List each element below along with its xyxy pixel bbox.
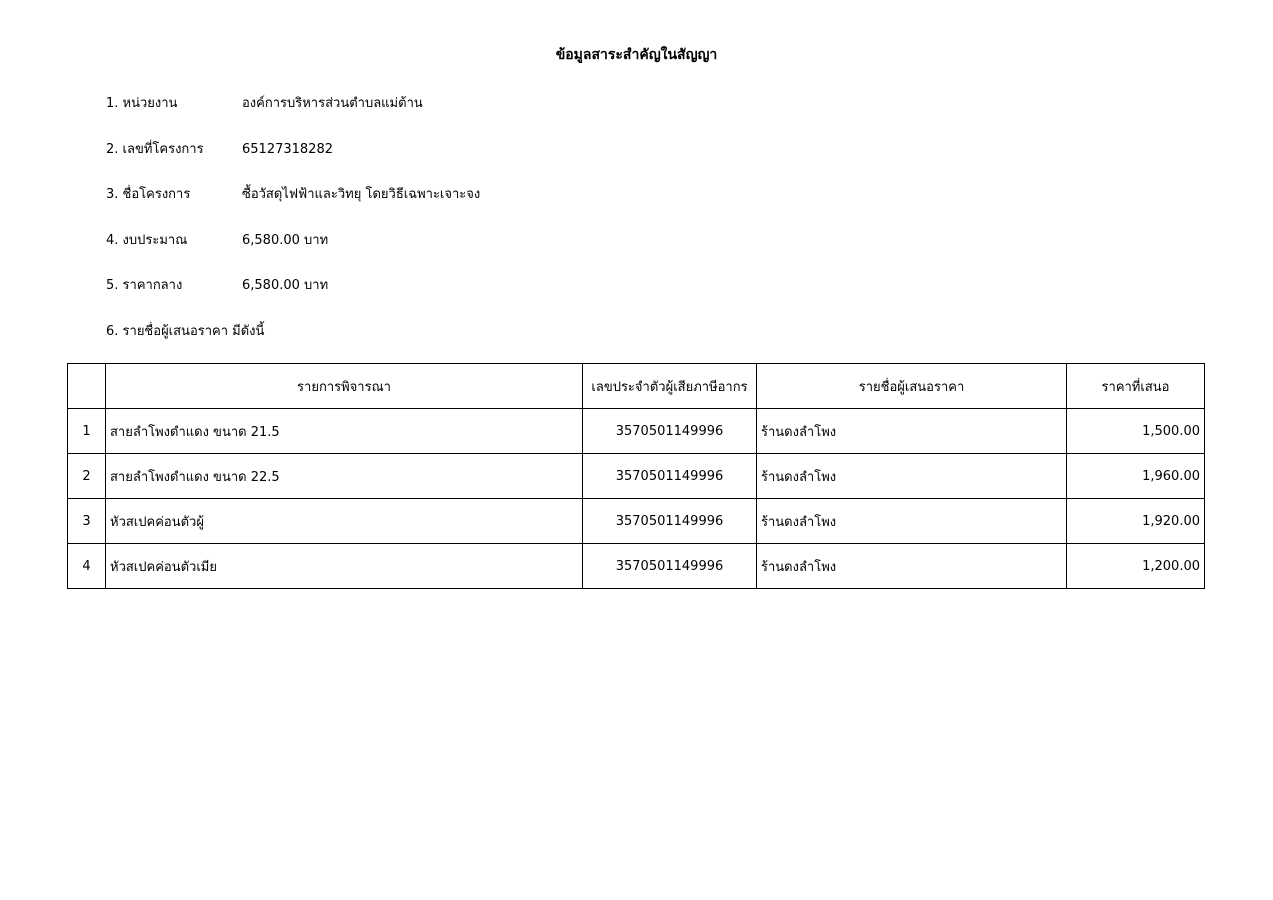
field-label: 1. หน่วยงาน [106, 96, 178, 111]
header-price: ราคาที่เสนอ [1067, 364, 1205, 409]
field-project-name [106, 184, 480, 206]
field-label: 4. งบประมาณ [106, 233, 188, 248]
table-header-row [68, 364, 1205, 409]
bidders-table [67, 363, 1205, 589]
row-item: สายลำโพงดำแดง ขนาด 21.5 [106, 409, 583, 454]
field-value: 6,580.00 บาท [242, 233, 329, 248]
header-bidder: รายชื่อผู้เสนอราคา [757, 364, 1067, 409]
header-number [68, 364, 106, 409]
row-tax-id: 3570501149996 [583, 454, 757, 499]
row-tax-id: 3570501149996 [583, 499, 757, 544]
field-value: ซื้อวัสดุไฟฟ้าและวิทยุ โดยวิธีเฉพาะเจาะจง [242, 187, 481, 202]
field-label: 5. ราคากลาง [106, 278, 183, 293]
row-item: หัวสเปคค่อนตัวผู้ [106, 499, 583, 544]
row-price: 1,920.00 [1067, 499, 1205, 544]
row-price: 1,960.00 [1067, 454, 1205, 499]
row-tax-id: 3570501149996 [583, 544, 757, 589]
table-row [68, 409, 1205, 454]
row-number: 2 [68, 454, 106, 499]
field-label: 3. ชื่อโครงการ [106, 187, 191, 202]
table-row [68, 454, 1205, 499]
field-budget [106, 230, 328, 252]
row-item: หัวสเปคค่อนตัวเมีย [106, 544, 583, 589]
document-title: ข้อมูลสาระสำคัญในสัญญา [555, 47, 718, 63]
field-reference-price [106, 275, 328, 297]
field-value: 65127318282 [242, 142, 333, 157]
row-number: 4 [68, 544, 106, 589]
row-price: 1,500.00 [1067, 409, 1205, 454]
field-label: 6. รายชื่อผู้เสนอราคา มีดังนี้ [106, 324, 265, 339]
row-bidder: ร้านดงลำโพง [757, 454, 1067, 499]
field-agency [106, 93, 423, 115]
field-project-number [106, 139, 333, 161]
header-item: รายการพิจารณา [106, 364, 583, 409]
row-bidder: ร้านดงลำโพง [757, 544, 1067, 589]
row-bidder: ร้านดงลำโพง [757, 409, 1067, 454]
table-row [68, 544, 1205, 589]
row-number: 3 [68, 499, 106, 544]
field-label: 2. เลขที่โครงการ [106, 142, 204, 157]
field-bidders-heading [106, 321, 264, 343]
row-price: 1,200.00 [1067, 544, 1205, 589]
field-value: 6,580.00 บาท [242, 278, 329, 293]
table-row [68, 499, 1205, 544]
row-bidder: ร้านดงลำโพง [757, 499, 1067, 544]
field-value: องค์การบริหารส่วนตำบลแม่ต้าน [242, 96, 423, 111]
header-tax-id: เลขประจำตัวผู้เสียภาษีอากร [583, 364, 757, 409]
row-tax-id: 3570501149996 [583, 409, 757, 454]
row-item: สายลำโพงดำแดง ขนาด 22.5 [106, 454, 583, 499]
row-number: 1 [68, 409, 106, 454]
